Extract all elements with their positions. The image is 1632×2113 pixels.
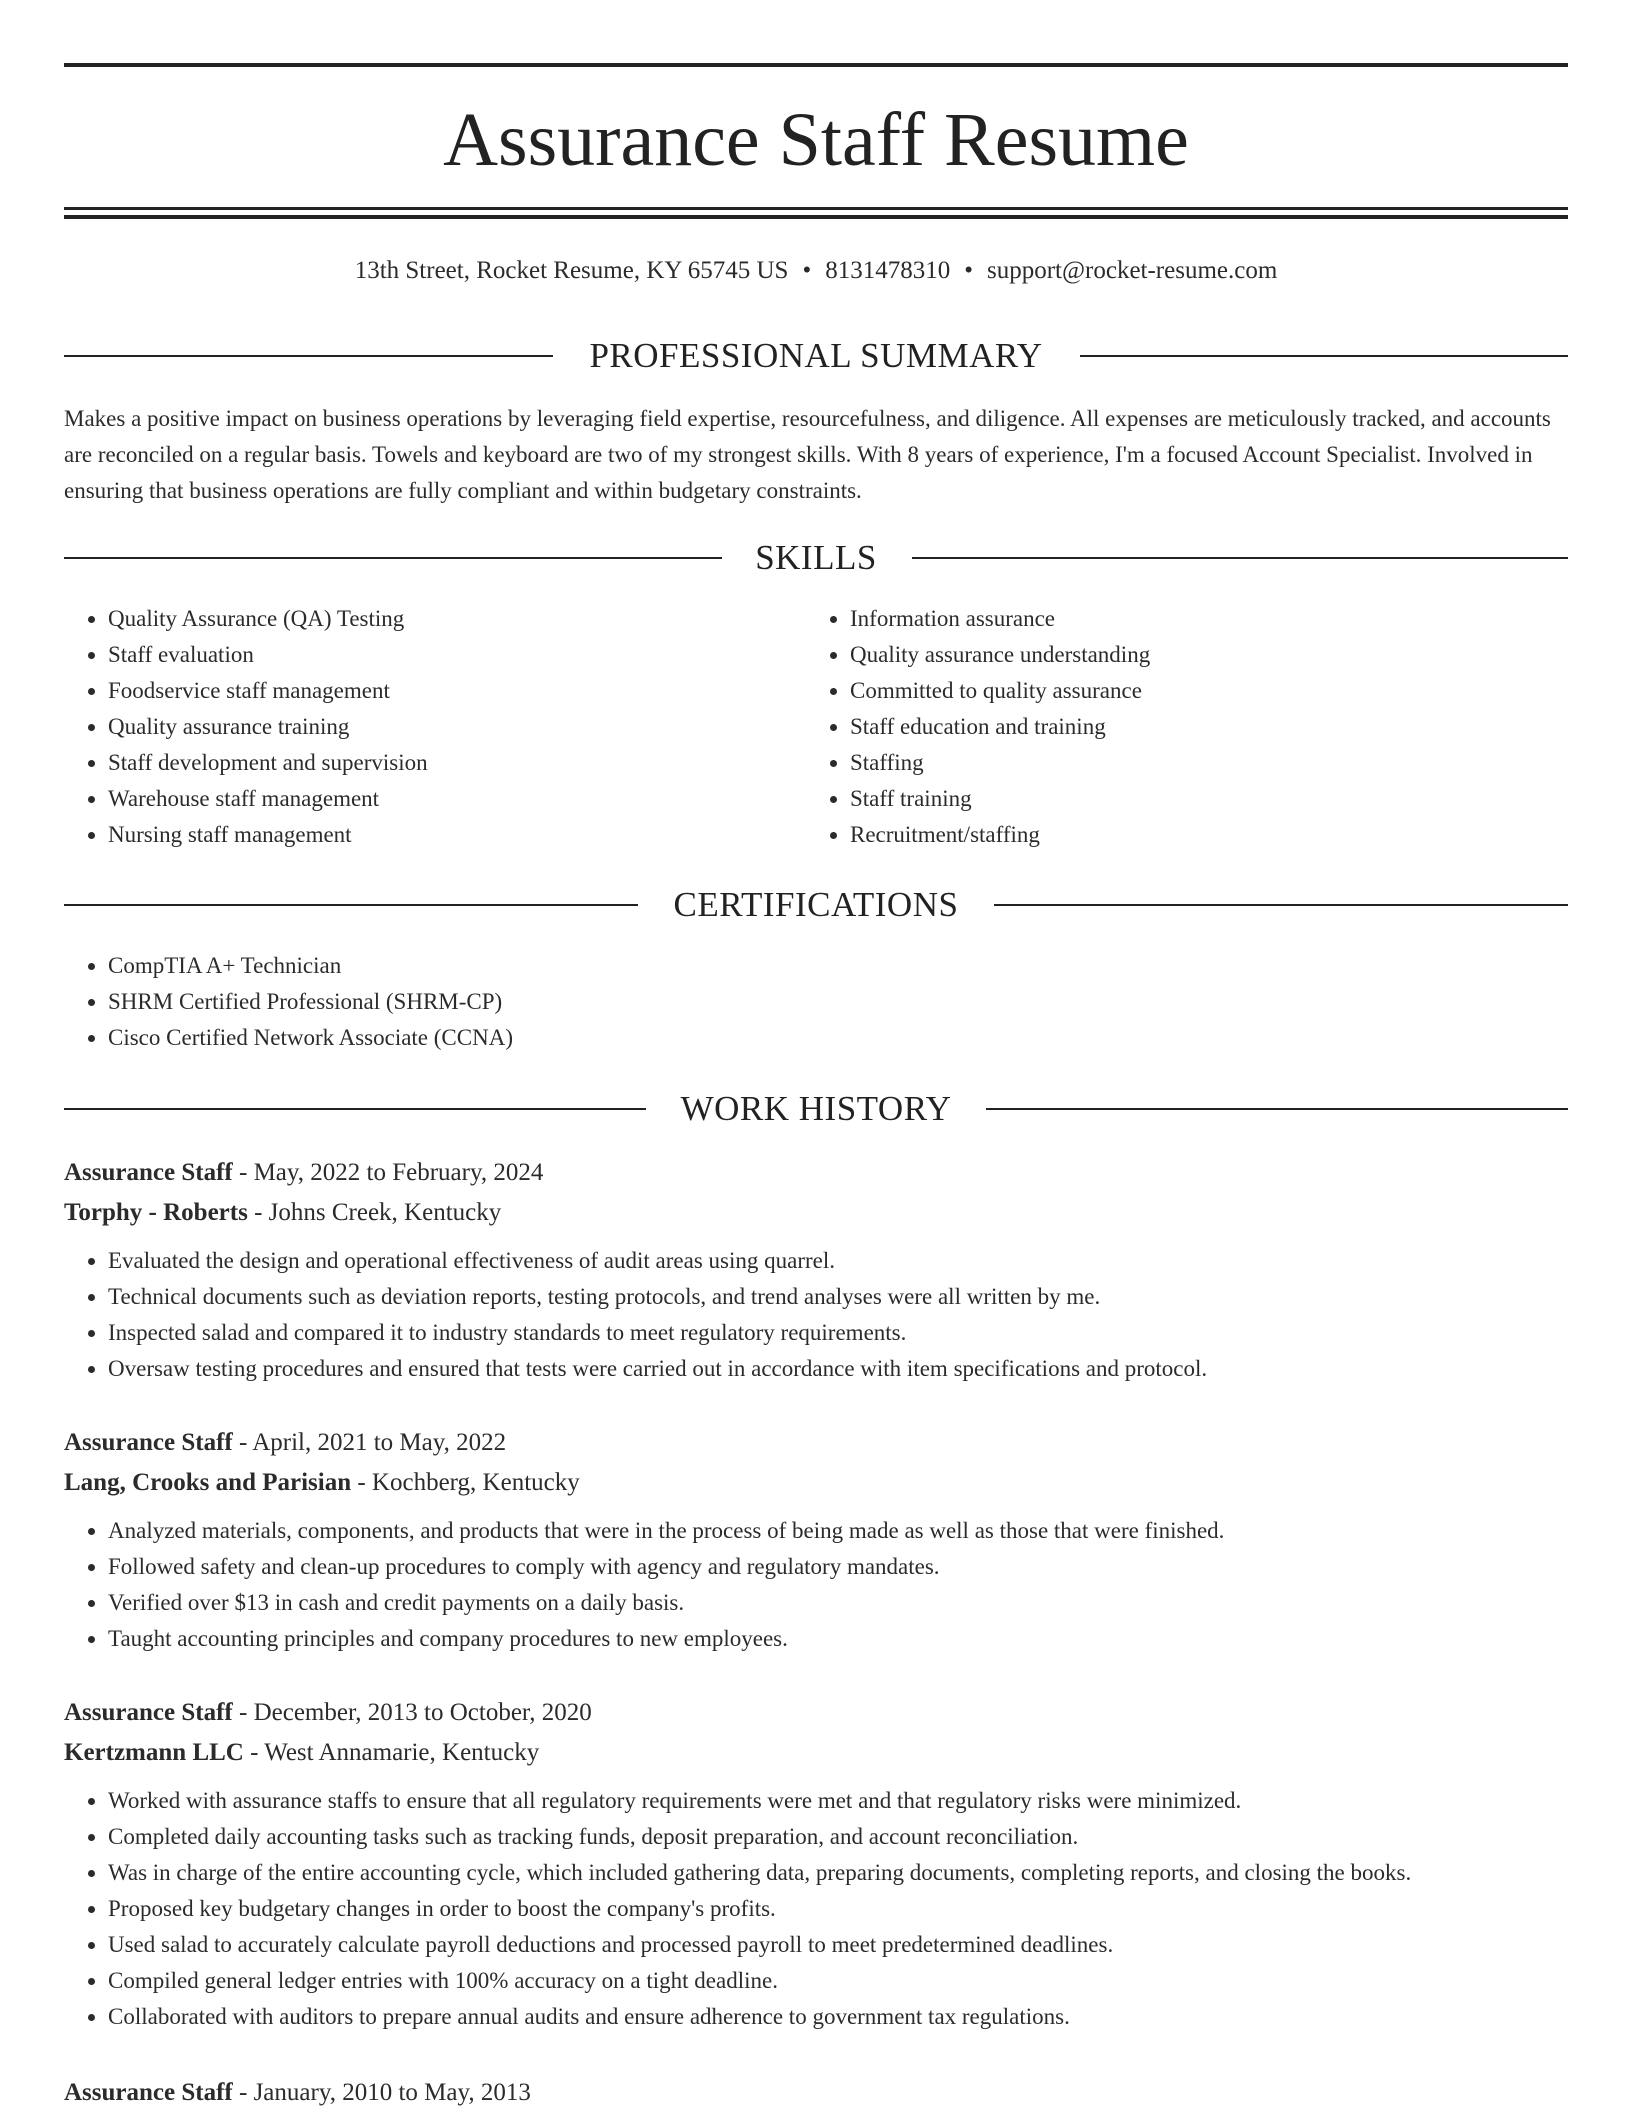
certifications-list <box>64 948 1568 1056</box>
job-bullets <box>64 1243 1568 1387</box>
contact-address: 13th Street, Rocket Resume, KY 65745 US <box>354 257 789 284</box>
section-rule-right <box>986 1108 1568 1110</box>
skill-item: • Staff development and supervision <box>108 745 804 781</box>
job-bullet: • Used salad to accurately calculate payroll deductions and processed payroll to meet predetermined deadlines. <box>108 1927 1568 1963</box>
section-title-summary: PROFESSIONAL SUMMARY <box>589 336 1043 375</box>
skills-column-left <box>64 601 804 853</box>
skill-item: • Staffing <box>850 745 1546 781</box>
skill-item: • Staff training <box>850 781 1546 817</box>
contact-email: support@rocket-resume.com <box>987 257 1278 284</box>
job-role: Assurance Staff <box>64 1429 233 1456</box>
skill-item: • Committed to quality assurance <box>850 673 1546 709</box>
section-title-work-history: WORK HISTORY <box>680 1089 952 1128</box>
job-title-line <box>64 1693 1568 1733</box>
job-bullet: • Collaborated with auditors to prepare annual audits and ensure adherence to government tax regulations. <box>108 1999 1568 2035</box>
skill-item: • Nursing staff management <box>108 817 804 853</box>
section-header-work-history <box>64 1089 1568 1129</box>
job-company-line <box>64 1463 1568 1503</box>
section-title-certifications: CERTIFICATIONS <box>673 885 959 924</box>
job-bullet: • Technical documents such as deviation reports, testing protocols, and trend analyses were all written by me. <box>108 1279 1568 1315</box>
job-role: Assurance Staff <box>64 1159 233 1186</box>
skill-item: • Recruitment/staffing <box>850 817 1546 853</box>
job-location: - West Annamarie, Kentucky <box>243 1739 540 1766</box>
contact-separator: • <box>964 257 973 284</box>
job-entry <box>64 1153 1568 1387</box>
job-title-line <box>64 1423 1568 1463</box>
job-company: Lang, Crooks and Parisian <box>64 1469 352 1496</box>
certification-item: • Cisco Certified Network Associate (CCNA) <box>108 1020 1568 1056</box>
certification-item: • CompTIA A+ Technician <box>108 948 1568 984</box>
job-bullet: • Verified over $13 in cash and credit payments on a daily basis. <box>108 1585 1568 1621</box>
skill-item: • Quality assurance understanding <box>850 637 1546 673</box>
skill-item: • Warehouse staff management <box>108 781 804 817</box>
section-header-certifications <box>64 885 1568 925</box>
job-bullet: • Completed daily accounting tasks such as tracking funds, deposit preparation, and account reconciliation. <box>108 1819 1568 1855</box>
certification-item: • SHRM Certified Professional (SHRM-CP) <box>108 984 1568 1020</box>
job-company: Kertzmann LLC <box>64 1739 244 1766</box>
job-role: Assurance Staff <box>64 2079 233 2106</box>
job-dates: - April, 2021 to May, 2022 <box>232 1429 507 1456</box>
job-bullet: • Compiled general ledger entries with 100% accuracy on a tight deadline. <box>108 1963 1568 1999</box>
section-rule-right <box>1080 355 1568 357</box>
job-bullets <box>64 1783 1568 2035</box>
job-title-line <box>64 2073 1568 2113</box>
job-bullet: • Inspected salad and compared it to industry standards to meet regulatory requirements. <box>108 1315 1568 1351</box>
job-entry <box>64 1423 1568 1657</box>
skill-item: • Quality Assurance (QA) Testing <box>108 601 804 637</box>
job-company-line <box>64 1733 1568 1773</box>
job-bullets <box>64 1513 1568 1657</box>
job-bullet: • Was in charge of the entire accounting cycle, which included gathering data, preparing documents, completing reports, and closing the books. <box>108 1855 1568 1891</box>
job-dates: - January, 2010 to May, 2013 <box>232 2079 531 2106</box>
skill-item: • Staff evaluation <box>108 637 804 673</box>
section-rule-right <box>912 557 1568 559</box>
job-entry <box>64 1693 1568 2035</box>
title-rule-lower <box>64 215 1568 219</box>
job-location: - Kochberg, Kentucky <box>351 1469 580 1496</box>
contact-line <box>64 256 1568 286</box>
job-bullet: • Analyzed materials, components, and products that were in the process of being made as well as those that were finished. <box>108 1513 1568 1549</box>
job-dates: - May, 2022 to February, 2024 <box>232 1159 544 1186</box>
job-role: Assurance Staff <box>64 1699 233 1726</box>
title-rule-upper <box>64 207 1568 210</box>
job-bullet: • Oversaw testing procedures and ensured that tests were carried out in accordance with item specifications and protocol. <box>108 1351 1568 1387</box>
job-dates: - December, 2013 to October, 2020 <box>232 1699 592 1726</box>
resume-title: Assurance Staff Resume <box>443 98 1189 182</box>
skills-column-right <box>806 601 1546 853</box>
section-rule-right <box>994 904 1568 906</box>
job-bullet: • Evaluated the design and operational effectiveness of audit areas using quarrel. <box>108 1243 1568 1279</box>
job-company: Torphy - Roberts <box>64 1199 248 1226</box>
summary-text: Makes a positive impact on business operations by leveraging field expertise, resourcefulness, and diligence. All expenses are meticulously tracked, and accounts are reconciled on a regular basis. Towels and keyboard are two of my strongest skills. With 8 years of experience, I'm a focused Account Specialist. Involved in ensuring that business operations are fully compliant and within budgetary constraints. <box>64 406 1551 503</box>
top-rule <box>64 63 1568 67</box>
job-bullet: • Followed safety and clean-up procedures to comply with agency and regulatory mandates. <box>108 1549 1568 1585</box>
section-header-skills <box>64 538 1568 578</box>
contact-separator: • <box>802 257 812 284</box>
job-bullet: • Worked with assurance staffs to ensure that all regulatory requirements were met and that regulatory risks were minimized. <box>108 1783 1568 1819</box>
skill-item: • Staff education and training <box>850 709 1546 745</box>
job-company-line <box>64 1193 1568 1233</box>
skill-item: • Quality assurance training <box>108 709 804 745</box>
job-bullet: • Proposed key budgetary changes in order to boost the company's profits. <box>108 1891 1568 1927</box>
section-title-skills: SKILLS <box>755 538 877 577</box>
job-location: - Johns Creek, Kentucky <box>247 1199 502 1226</box>
contact-phone: 8131478310 <box>825 257 951 284</box>
job-title-line <box>64 1153 1568 1193</box>
job-bullet: • Taught accounting principles and company procedures to new employees. <box>108 1621 1568 1657</box>
job-entry <box>64 2073 1568 2113</box>
section-header-summary <box>64 336 1568 376</box>
skill-item: • Foodservice staff management <box>108 673 804 709</box>
skill-item: • Information assurance <box>850 601 1546 637</box>
